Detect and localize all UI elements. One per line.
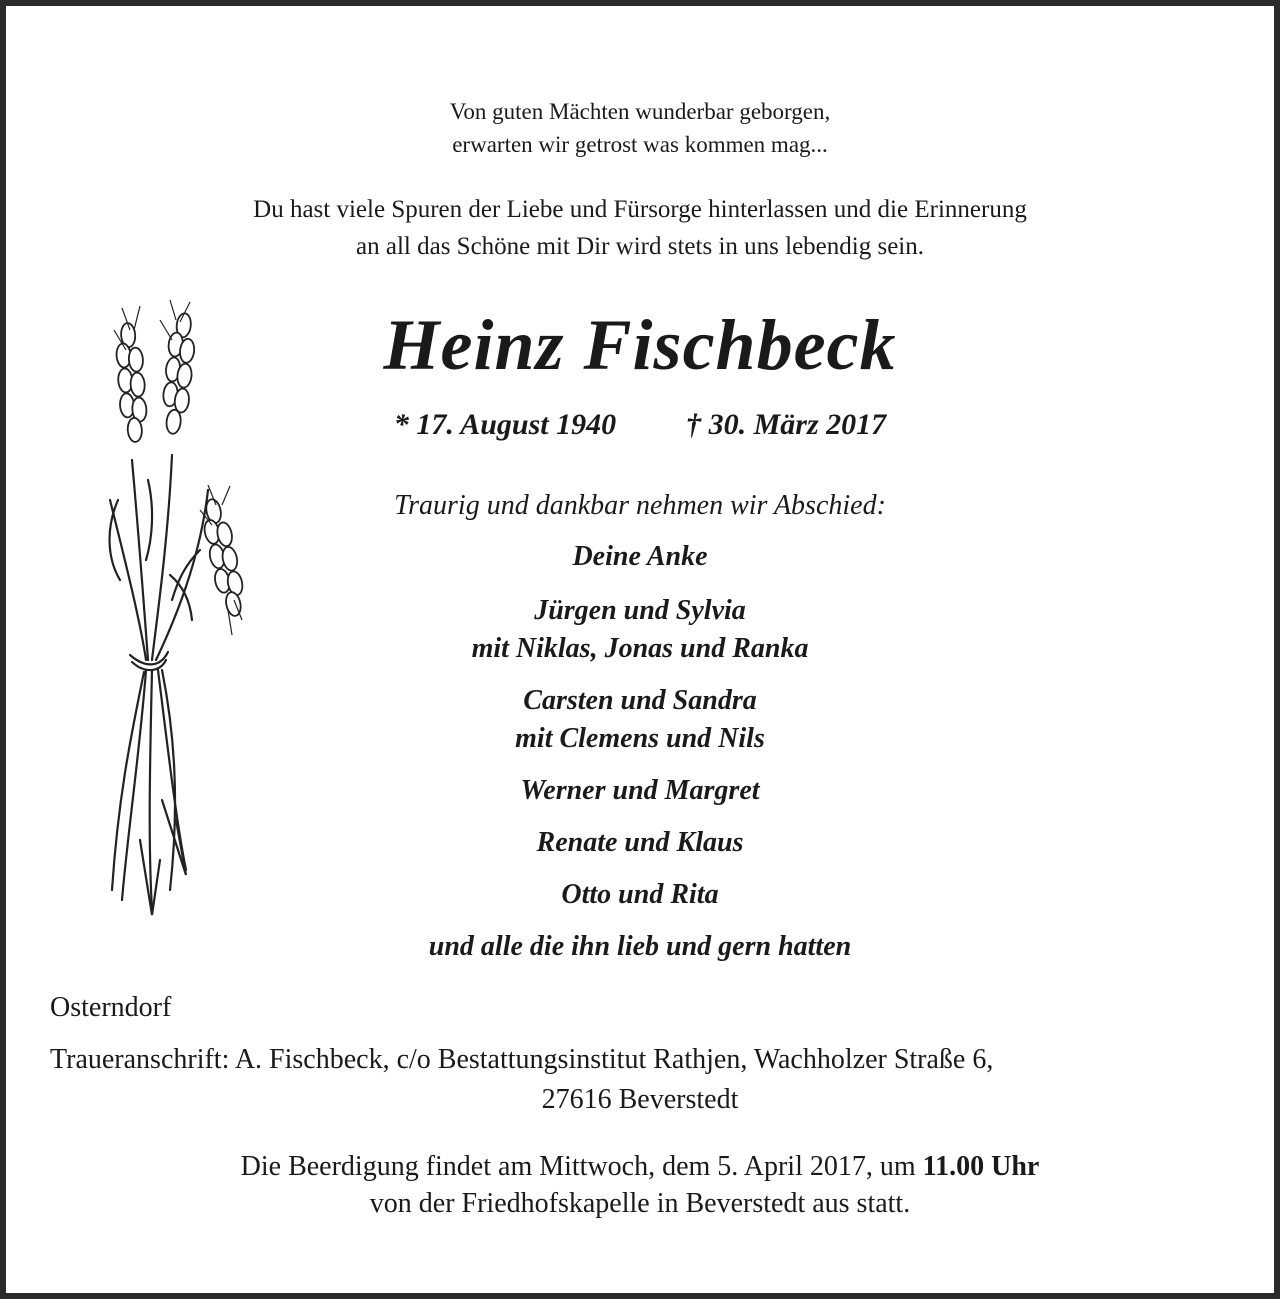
farewell-line: Traurig und dankbar nehmen wir Abschied: xyxy=(394,490,886,521)
funeral-line-1 xyxy=(0,1149,1280,1185)
mourner-line: Werner und Margret xyxy=(520,775,760,806)
mourner-line: mit Niklas, Jonas und Ranka xyxy=(471,633,809,664)
place-name: Osterndorf xyxy=(50,992,172,1023)
funeral-line-2: von der Friedhofskapelle in Beverstedt aus statt. xyxy=(369,1188,911,1219)
birth-date: * 17. August 1940 xyxy=(393,408,617,441)
intro-line-2: an all das Schöne mit Dir wird stets in uns lebendig sein. xyxy=(356,233,924,260)
life-dates xyxy=(0,407,1280,443)
mourner-line: Renate und Klaus xyxy=(536,827,744,858)
mourner-line: Deine Anke xyxy=(572,541,708,572)
address-line-1: Traueranschrift: A. Fischbeck, c/o Bestattungsinstitut Rathjen, Wachholzer Straße 6, xyxy=(50,1044,994,1075)
deceased-name: Heinz Fischbeck xyxy=(383,305,897,385)
mourner-line: Jürgen und Sylvia xyxy=(534,595,746,626)
intro-line-1: Du hast viele Spuren der Liebe und Fürsorge hinterlassen und die Erinnerung xyxy=(253,196,1027,223)
address-line-2: 27616 Beverstedt xyxy=(541,1084,739,1115)
verse-line-1: Von guten Mächten wunderbar geborgen, xyxy=(449,99,831,124)
death-date: † 30. März 2017 xyxy=(686,408,887,441)
funeral-time: 11.00 Uhr xyxy=(922,1151,1040,1182)
verse-line-2: erwarten wir getrost was kommen mag... xyxy=(452,132,828,157)
mourner-line: mit Clemens und Nils xyxy=(515,723,765,754)
mourner-line: und alle die ihn lieb und gern hatten xyxy=(428,931,852,962)
mourner-line: Otto und Rita xyxy=(561,879,719,910)
funeral-text: Die Beerdigung findet am Mittwoch, dem 5. April 2017, um xyxy=(240,1151,923,1182)
mourner-line: Carsten und Sandra xyxy=(523,685,757,716)
